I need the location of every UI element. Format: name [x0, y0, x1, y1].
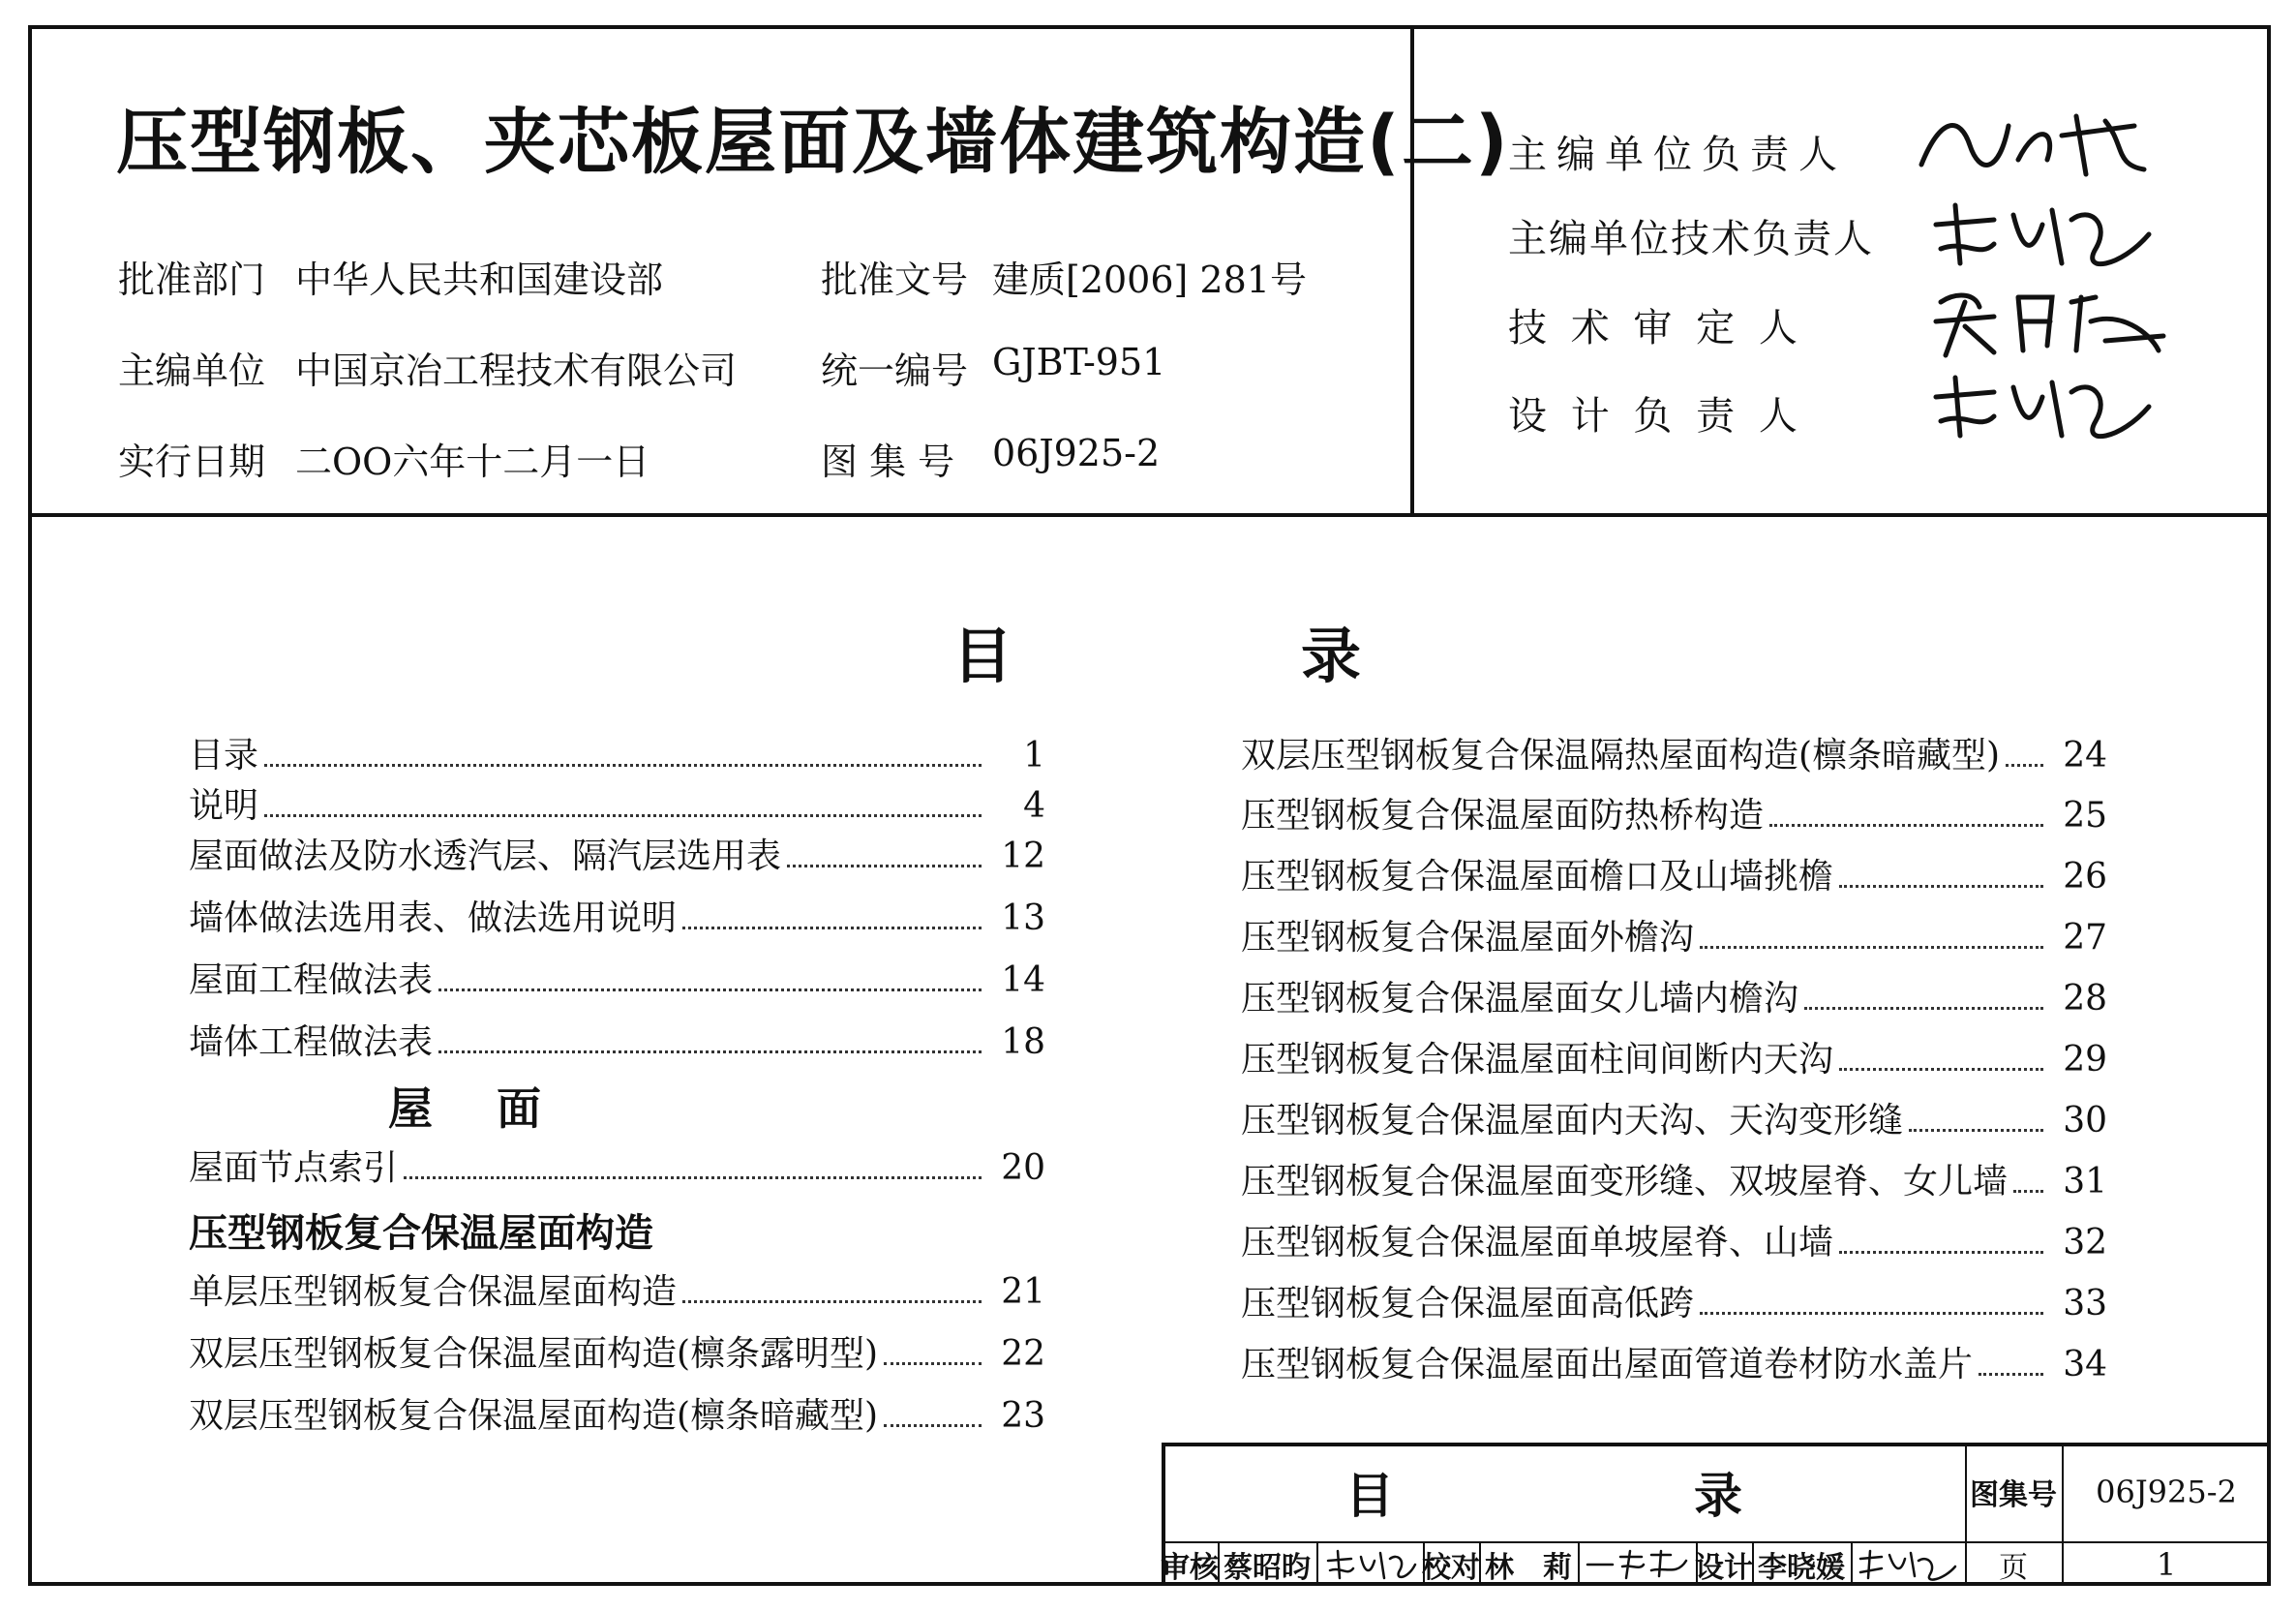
- toc-entry-page: 29: [2063, 1040, 2107, 1080]
- toc-leader-dots: [438, 963, 982, 991]
- document-title: 压型钢板、夹芯板屋面及墙体建筑构造(二): [116, 101, 1510, 184]
- toc-entry[interactable]: [1241, 849, 2107, 910]
- toc-entry-page: 18: [1001, 1022, 1045, 1062]
- approval-dept-value: 中华人民共和国建设部: [295, 259, 664, 301]
- toc-leader-dots: [1839, 860, 2043, 888]
- toc-entry-page: 32: [2063, 1223, 2107, 1262]
- toc-leader-dots: [787, 839, 982, 867]
- toc-entry[interactable]: [1241, 971, 2107, 1032]
- responsible-label-chief-unit: 主编单位负责人: [1508, 133, 1847, 177]
- toc-entry-title: 压型钢板复合保温屋面出屋面管道卷材防水盖片: [1241, 1345, 1974, 1384]
- review-name: 蔡昭昀: [1224, 1551, 1311, 1585]
- toc-leader-dots: [1839, 1043, 2043, 1071]
- responsible-label-design-lead: 设 计 负 责 人: [1508, 394, 1803, 439]
- toc-leader-dots: [1769, 799, 2043, 827]
- responsible-label-tech-chief: 主编单位技术负责人: [1508, 217, 1874, 261]
- check-signature: [1584, 1547, 1690, 1582]
- toc-entry[interactable]: [1241, 1032, 2107, 1093]
- header-divider: [28, 513, 2271, 517]
- toc-entry-page: 12: [1001, 836, 1045, 876]
- check-name: 林 莉: [1485, 1551, 1572, 1585]
- toc-entry-page: 1: [1023, 736, 1045, 776]
- toc-entry[interactable]: [189, 728, 1045, 778]
- toc-entry-title: 屋面工程做法表: [189, 960, 434, 1000]
- toc-leader-dots: [438, 1025, 982, 1053]
- page-label: 页: [1999, 1551, 2028, 1585]
- atlas-no-label: 图 集 号: [821, 441, 955, 483]
- toc-entry-page: 31: [2063, 1162, 2107, 1201]
- toc-entry[interactable]: [1241, 788, 2107, 849]
- toc-entry[interactable]: [189, 1141, 1045, 1202]
- toc-leader-dots: [404, 1151, 982, 1179]
- toc-entry[interactable]: [189, 1326, 1045, 1388]
- toc-leader-dots: [264, 789, 982, 817]
- toc-entry[interactable]: [1241, 1093, 2107, 1154]
- toc-entry[interactable]: [1241, 1337, 2107, 1398]
- atlas-no-label-cell: 图集号: [1970, 1478, 2057, 1512]
- cell-divider: [1578, 1541, 1580, 1586]
- page-value: 1: [2156, 1546, 2177, 1583]
- toc-entry-page: 22: [1001, 1334, 1045, 1374]
- toc-entry[interactable]: [1241, 1215, 2107, 1276]
- toc-leader-dots: [682, 901, 982, 929]
- toc-entry[interactable]: [189, 891, 1045, 953]
- sub-heading-composite-roof: 压型钢板复合保温屋面构造: [189, 1211, 653, 1256]
- toc-left-column: [189, 728, 1045, 1450]
- toc-entry-title: 压型钢板复合保温屋面高低跨: [1241, 1284, 1695, 1323]
- responsible-label-reviewer: 技 术 审 定 人: [1508, 306, 1803, 350]
- signature-tech-chief: [1926, 196, 2168, 273]
- design-label: 设计: [1695, 1551, 1753, 1585]
- toc-entry-page: 24: [2063, 736, 2107, 776]
- toc-entry-title: 压型钢板复合保温屋面外檐沟: [1241, 918, 1695, 958]
- cell-divider: [1316, 1541, 1318, 1586]
- toc-entry-title: 单层压型钢板复合保温屋面构造: [189, 1272, 678, 1312]
- toc-entry-page: 13: [1001, 898, 1045, 938]
- effective-date-label: 实行日期: [118, 441, 266, 483]
- toc-leader-dots: [682, 1275, 982, 1303]
- approval-dept-label: 批准部门: [118, 259, 266, 301]
- toc-entry-page: 20: [1001, 1148, 1045, 1188]
- approval-no-value: 建质[2006] 281号: [992, 259, 1307, 301]
- toc-leader-dots: [884, 1399, 982, 1427]
- toc-entry[interactable]: [189, 953, 1045, 1015]
- toc-right-column: [1241, 728, 2107, 1398]
- toc-entry[interactable]: [189, 1264, 1045, 1326]
- toc-entry-title: 压型钢板复合保温屋面变形缝、双坡屋脊、女儿墙: [1241, 1162, 2009, 1201]
- atlas-no-value: 06J925-2: [992, 432, 1161, 474]
- editor-unit-value: 中国京冶工程技术有限公司: [295, 350, 738, 392]
- toc-entry-title: 双层压型钢板复合保温屋面构造(檩条暗藏型): [189, 1396, 879, 1436]
- toc-entry-title: 目录: [189, 736, 259, 776]
- toc-heading: 目 录: [952, 621, 1389, 691]
- unified-no-value: GJBT-951: [992, 341, 1166, 383]
- toc-leader-dots: [1700, 1287, 2043, 1315]
- toc-leader-dots: [2013, 1165, 2043, 1193]
- approval-no-label: 批准文号: [821, 259, 969, 301]
- toc-entry[interactable]: [189, 778, 1045, 829]
- effective-date-value: 二OO六年十二月一日: [295, 441, 650, 483]
- toc-leader-dots: [1700, 921, 2043, 949]
- toc-entry-title: 压型钢板复合保温屋面柱间间断内天沟: [1241, 1040, 1834, 1080]
- toc-entry-page: 25: [2063, 796, 2107, 836]
- toc-leader-dots: [1909, 1104, 2043, 1132]
- toc-entry-page: 34: [2063, 1345, 2107, 1384]
- toc-entry-page: 23: [1001, 1396, 1045, 1436]
- toc-entry[interactable]: [189, 829, 1045, 891]
- title-block: [1162, 1443, 2271, 1586]
- review-label: 审核: [1161, 1551, 1219, 1585]
- toc-entry-page: 26: [2063, 857, 2107, 897]
- toc-entry-page: 14: [1001, 960, 1045, 1000]
- toc-entry-page: 30: [2063, 1101, 2107, 1141]
- toc-entry[interactable]: [1241, 728, 2107, 788]
- toc-entry-title: 双层压型钢板复合保温隔热屋面构造(檩条暗藏型): [1241, 736, 2001, 776]
- editor-unit-label: 主编单位: [118, 350, 266, 392]
- signature-chief-unit: [1912, 106, 2154, 184]
- toc-leader-dots: [2006, 739, 2043, 767]
- toc-entry-page: 27: [2063, 918, 2107, 958]
- signature-design-lead: [1926, 368, 2168, 445]
- toc-entry-title: 压型钢板复合保温屋面单坡屋脊、山墙: [1241, 1223, 1834, 1262]
- toc-entry-title: 双层压型钢板复合保温屋面构造(檩条露明型): [189, 1334, 879, 1374]
- toc-entry-page: 21: [1001, 1272, 1045, 1312]
- design-name: 李晓媛: [1758, 1551, 1845, 1585]
- review-signature: [1324, 1547, 1417, 1582]
- toc-leader-dots: [1839, 1226, 2043, 1254]
- toc-entry-page: 33: [2063, 1284, 2107, 1323]
- check-label: 校对: [1422, 1551, 1480, 1585]
- toc-entry-title: 墙体做法选用表、做法选用说明: [189, 898, 678, 938]
- toc-leader-dots: [1804, 982, 2043, 1010]
- toc-entry-title: 压型钢板复合保温屋面檐口及山墙挑檐: [1241, 857, 1834, 897]
- signature-reviewer: [1926, 283, 2168, 360]
- toc-leader-dots: [884, 1337, 982, 1365]
- cell-divider: [1851, 1541, 1853, 1586]
- toc-entry-title: 屋面做法及防水透汽层、隔汽层选用表: [189, 836, 782, 876]
- toc-entry-title: 墙体工程做法表: [189, 1022, 434, 1062]
- toc-entry-title: 说明: [189, 786, 259, 826]
- toc-entry-title: 压型钢板复合保温屋面女儿墙内檐沟: [1241, 979, 1799, 1019]
- unified-no-label: 统一编号: [821, 350, 969, 392]
- section-heading-roof: 屋 面: [388, 1082, 551, 1135]
- toc-entry-title: 压型钢板复合保温屋面内天沟、天沟变形缝: [1241, 1101, 1904, 1141]
- toc-entry-title: 压型钢板复合保温屋面防热桥构造: [1241, 796, 1765, 836]
- toc-leader-dots: [264, 739, 982, 767]
- toc-entry-page: 28: [2063, 979, 2107, 1019]
- sheet-title: 目 录: [1345, 1468, 1781, 1524]
- toc-leader-dots: [1979, 1348, 2043, 1376]
- toc-entry-title: 屋面节点索引: [189, 1148, 399, 1188]
- toc-entry[interactable]: [1241, 1154, 2107, 1215]
- toc-entry[interactable]: [189, 1015, 1045, 1077]
- toc-entry-page: 4: [1023, 786, 1045, 826]
- toc-entry[interactable]: [189, 1388, 1045, 1450]
- design-signature: [1857, 1547, 1959, 1582]
- atlas-no-value-cell: 06J925-2: [2096, 1474, 2237, 1510]
- toc-entry[interactable]: [1241, 1276, 2107, 1337]
- toc-entry[interactable]: [1241, 910, 2107, 971]
